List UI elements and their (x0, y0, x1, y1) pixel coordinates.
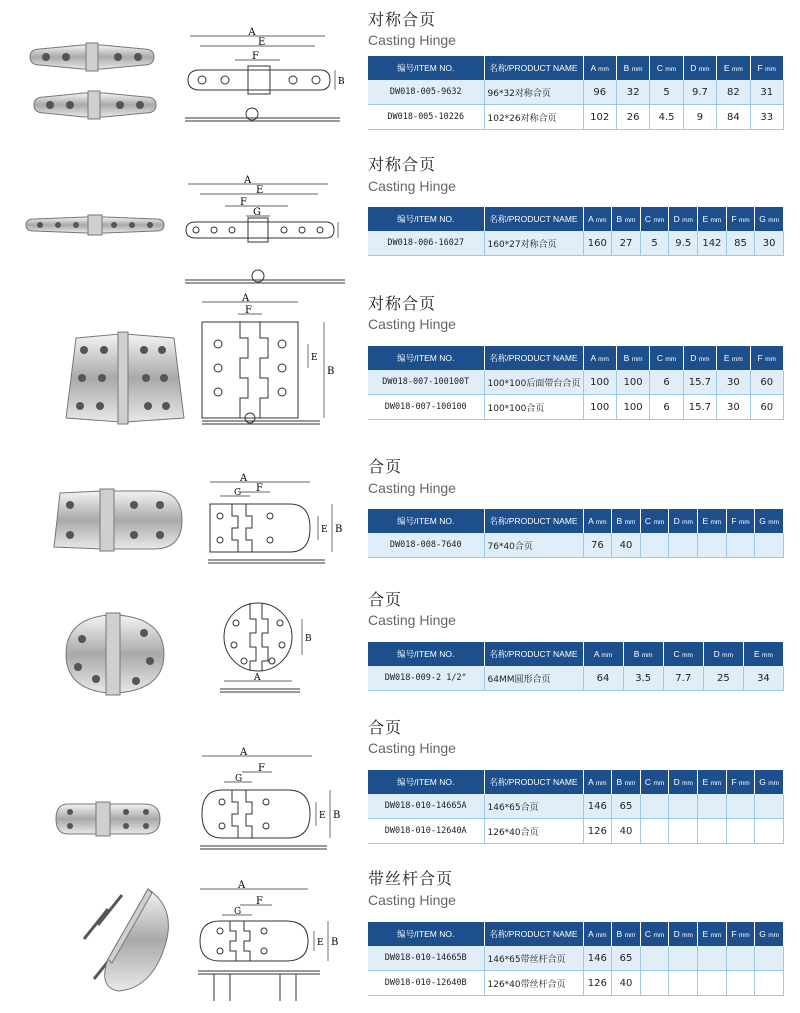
header-cell: G mm (755, 770, 784, 794)
header-cell: 编号/ITEM NO. (368, 770, 484, 794)
value-cell (755, 946, 784, 971)
value-cell: 7.7 (663, 666, 703, 691)
hinge-technical-drawing (180, 170, 350, 295)
product-name-cell: 146*65带丝杆合页 (484, 946, 583, 971)
value-cell: 84 (717, 105, 750, 130)
value-cell: 60 (750, 395, 783, 420)
value-cell: 60 (750, 370, 783, 395)
value-cell: 100 (583, 370, 616, 395)
header-cell: 名称/PRODUCT NAME (484, 770, 583, 794)
hinge-technical-drawing (190, 875, 360, 1013)
value-cell: 102 (583, 105, 616, 130)
value-cell: 82 (717, 80, 750, 105)
item-no-cell: DW018-007-100100 (368, 395, 484, 420)
value-cell: 3.5 (623, 666, 663, 691)
value-cell (640, 533, 669, 558)
value-cell: 100 (583, 395, 616, 420)
header-cell: B mm (612, 770, 641, 794)
product-name-cell: 96*32对称合页 (484, 80, 583, 105)
header-cell: 编号/ITEM NO. (368, 922, 484, 946)
header-cell: F mm (726, 509, 755, 533)
value-cell: 25 (703, 666, 743, 691)
table-row (368, 971, 784, 996)
dim-label: F (245, 305, 252, 316)
dim-label: G (234, 907, 242, 917)
value-cell (640, 971, 669, 996)
value-cell: 126 (583, 971, 612, 996)
header-cell: E mm (717, 56, 750, 80)
dim-label: E (319, 811, 326, 821)
header-cell: E mm (698, 922, 727, 946)
product-section-6 (0, 712, 800, 862)
dim-label: E (256, 185, 264, 196)
section-title-en: Casting Hinge (368, 740, 456, 756)
item-no-cell: DW018-005-10226 (368, 105, 484, 130)
value-cell: 40 (612, 971, 641, 996)
value-cell (669, 946, 698, 971)
spec-table (368, 56, 784, 130)
value-cell (726, 946, 755, 971)
value-cell: 30 (717, 395, 750, 420)
section-title-en: Casting Hinge (368, 892, 456, 908)
table-header-row (368, 922, 784, 946)
hinge-photo (62, 328, 192, 428)
dim-label: F (252, 51, 259, 62)
section-title-cn: 合页 (368, 457, 403, 476)
value-cell: 100 (616, 370, 649, 395)
dim-label: F (256, 896, 263, 907)
dim-label: E (311, 353, 318, 363)
hinge-photo (20, 35, 165, 145)
dim-label: F (240, 197, 247, 208)
value-cell: 30 (755, 231, 784, 256)
value-cell: 5 (640, 231, 669, 256)
product-name-cell: 100*100合页 (484, 395, 583, 420)
header-cell: B mm (623, 642, 663, 666)
header-cell: 名称/PRODUCT NAME (484, 346, 583, 370)
hinge-technical-drawing (200, 462, 370, 582)
dim-label: A (238, 880, 246, 891)
section-title-cn: 对称合页 (368, 10, 437, 29)
header-cell: 名称/PRODUCT NAME (484, 922, 583, 946)
header-cell: E mm (717, 346, 750, 370)
value-cell: 32 (616, 80, 649, 105)
value-cell: 146 (583, 794, 612, 819)
header-cell: D mm (703, 642, 743, 666)
table-row (368, 395, 784, 420)
item-no-cell: DW018-008-7640 (368, 533, 484, 558)
section-title-cn: 对称合页 (368, 294, 437, 313)
dim-label: G (234, 488, 242, 498)
value-cell (698, 819, 727, 844)
value-cell: 85 (726, 231, 755, 256)
value-cell: 65 (612, 946, 641, 971)
header-cell: B mm (612, 922, 641, 946)
header-cell: D mm (669, 207, 698, 231)
table-row (368, 231, 784, 256)
header-cell: D mm (683, 346, 716, 370)
value-cell: 160 (583, 231, 612, 256)
header-cell: F mm (750, 346, 783, 370)
value-cell: 65 (612, 794, 641, 819)
hinge-photo (20, 205, 170, 245)
item-no-cell: DW018-010-12640A (368, 819, 484, 844)
header-cell: 名称/PRODUCT NAME (484, 509, 583, 533)
section-title-en: Casting Hinge (368, 612, 456, 628)
section-title-cn: 带丝杆合页 (368, 869, 454, 888)
table-row (368, 105, 784, 130)
table-header-row (368, 770, 784, 794)
value-cell: 26 (616, 105, 649, 130)
spec-table (368, 207, 784, 256)
header-cell: A mm (583, 770, 612, 794)
value-cell (698, 971, 727, 996)
product-name-cell: 160*27对称合页 (484, 231, 583, 256)
dim-label: A (248, 27, 256, 38)
section-title-cn: 对称合页 (368, 155, 437, 174)
value-cell: 6 (650, 395, 683, 420)
table-row (368, 819, 784, 844)
table-row (368, 533, 784, 558)
item-no-cell: DW018-010-14665A (368, 794, 484, 819)
dim-label: B (331, 937, 339, 948)
dim-label: B (333, 810, 341, 821)
header-cell: C mm (650, 56, 683, 80)
table-header-row (368, 346, 784, 370)
header-cell: D mm (669, 509, 698, 533)
value-cell (755, 971, 784, 996)
value-cell: 15.7 (683, 370, 716, 395)
header-cell: F mm (726, 922, 755, 946)
header-cell: C mm (640, 509, 669, 533)
header-cell: C mm (640, 922, 669, 946)
section-title-en: Casting Hinge (368, 316, 456, 332)
header-cell: C mm (663, 642, 703, 666)
product-name-cell: 100*100后面带台合页 (484, 370, 583, 395)
section-title-cn: 合页 (368, 590, 403, 609)
product-name-cell: 64MM圆形合页 (484, 666, 583, 691)
product-name-cell: 126*40带丝杆合页 (484, 971, 583, 996)
value-cell: 76 (583, 533, 612, 558)
section-title-en: Casting Hinge (368, 32, 456, 48)
header-cell: B mm (612, 509, 641, 533)
header-cell: A mm (583, 642, 623, 666)
value-cell (726, 819, 755, 844)
header-cell: 名称/PRODUCT NAME (484, 56, 583, 80)
item-no-cell: DW018-005-9632 (368, 80, 484, 105)
header-cell: B mm (616, 56, 649, 80)
value-cell: 31 (750, 80, 783, 105)
dim-label: B (327, 366, 335, 377)
value-cell (669, 971, 698, 996)
table-header-row (368, 207, 784, 231)
value-cell: 64 (583, 666, 623, 691)
dim-label: F (258, 763, 265, 774)
header-cell: A mm (583, 922, 612, 946)
value-cell (669, 533, 698, 558)
header-cell: 编号/ITEM NO. (368, 642, 484, 666)
header-cell: E mm (698, 770, 727, 794)
header-cell: F mm (750, 56, 783, 80)
product-section-2 (0, 150, 800, 280)
item-no-cell: DW018-010-12640B (368, 971, 484, 996)
header-cell: 编号/ITEM NO. (368, 56, 484, 80)
value-cell: 4.5 (650, 105, 683, 130)
header-cell: E mm (698, 509, 727, 533)
header-cell: B mm (616, 346, 649, 370)
header-cell: B mm (612, 207, 641, 231)
value-cell: 126 (583, 819, 612, 844)
table-header-row (368, 509, 784, 533)
header-cell: E mm (743, 642, 783, 666)
dim-label: A (240, 747, 248, 758)
item-no-cell: DW018-006-16027 (368, 231, 484, 256)
value-cell: 34 (743, 666, 783, 691)
dim-label: G (235, 774, 243, 784)
header-cell: D mm (669, 770, 698, 794)
value-cell: 40 (612, 533, 641, 558)
header-cell: A mm (583, 207, 612, 231)
value-cell (726, 971, 755, 996)
product-name-cell: 102*26对称合页 (484, 105, 583, 130)
value-cell: 96 (583, 80, 616, 105)
value-cell: 100 (616, 395, 649, 420)
table-row (368, 666, 784, 691)
value-cell (726, 533, 755, 558)
value-cell (698, 946, 727, 971)
value-cell (698, 794, 727, 819)
product-name-cell: 126*40合页 (484, 819, 583, 844)
table-row (368, 794, 784, 819)
item-no-cell: DW018-009-2 1/2" (368, 666, 484, 691)
value-cell: 9 (683, 105, 716, 130)
spec-table (368, 922, 784, 996)
value-cell: 6 (650, 370, 683, 395)
value-cell (755, 533, 784, 558)
header-cell: A mm (583, 346, 616, 370)
hinge-photo (78, 869, 188, 999)
dim-label: A (242, 293, 250, 304)
header-cell: 名称/PRODUCT NAME (484, 207, 583, 231)
dim-label: E (321, 525, 328, 535)
table-header-row (368, 642, 784, 666)
table-row (368, 80, 784, 105)
hinge-technical-drawing (192, 742, 362, 882)
dim-label: A (240, 473, 248, 484)
header-cell: D mm (669, 922, 698, 946)
spec-table (368, 509, 784, 558)
hinge-photo (50, 485, 190, 555)
header-cell: D mm (683, 56, 716, 80)
item-no-cell: DW018-007-100100T (368, 370, 484, 395)
value-cell: 33 (750, 105, 783, 130)
dim-label: G (253, 207, 261, 218)
section-title-en: Casting Hinge (368, 178, 456, 194)
product-section-3 (0, 288, 800, 438)
hinge-photo (60, 609, 170, 699)
value-cell: 9.7 (683, 80, 716, 105)
spec-table (368, 770, 784, 844)
value-cell: 40 (612, 819, 641, 844)
header-cell: G mm (755, 207, 784, 231)
value-cell (640, 946, 669, 971)
dim-label: E (258, 37, 266, 48)
item-no-cell: DW018-010-14665B (368, 946, 484, 971)
table-row (368, 370, 784, 395)
header-cell: C mm (640, 770, 669, 794)
value-cell (755, 819, 784, 844)
value-cell (726, 794, 755, 819)
value-cell (640, 794, 669, 819)
header-cell: 编号/ITEM NO. (368, 346, 484, 370)
section-title-en: Casting Hinge (368, 480, 456, 496)
value-cell (698, 533, 727, 558)
dim-label: F (256, 483, 263, 494)
dim-label: E (317, 938, 324, 948)
header-cell: A mm (583, 56, 616, 80)
product-name-cell: 146*65合页 (484, 794, 583, 819)
dim-label: B (335, 524, 343, 535)
product-section-4 (0, 452, 800, 582)
header-cell: F mm (726, 770, 755, 794)
table-header-row (368, 56, 784, 80)
header-cell: C mm (650, 346, 683, 370)
spec-table (368, 346, 784, 420)
hinge-technical-drawing (180, 22, 350, 142)
value-cell (640, 819, 669, 844)
spec-table (368, 642, 784, 691)
value-cell (669, 819, 698, 844)
value-cell: 142 (698, 231, 727, 256)
section-title-cn: 合页 (368, 718, 403, 737)
header-cell: 编号/ITEM NO. (368, 509, 484, 533)
product-section-1 (0, 0, 800, 145)
header-cell: A mm (583, 509, 612, 533)
header-cell: G mm (755, 922, 784, 946)
header-cell: 编号/ITEM NO. (368, 207, 484, 231)
value-cell: 5 (650, 80, 683, 105)
value-cell (669, 794, 698, 819)
value-cell: 27 (612, 231, 641, 256)
product-name-cell: 76*40合页 (484, 533, 583, 558)
value-cell: 15.7 (683, 395, 716, 420)
hinge-photo (48, 794, 168, 844)
table-row (368, 946, 784, 971)
value-cell: 30 (717, 370, 750, 395)
header-cell: G mm (755, 509, 784, 533)
product-section-5 (0, 584, 800, 709)
value-cell: 146 (583, 946, 612, 971)
hinge-technical-drawing (210, 589, 360, 709)
header-cell: E mm (698, 207, 727, 231)
value-cell (755, 794, 784, 819)
product-section-7 (0, 865, 800, 1003)
dim-label: A (254, 673, 261, 683)
header-cell: F mm (726, 207, 755, 231)
hinge-technical-drawing (180, 288, 350, 438)
dim-label: B (338, 77, 345, 87)
value-cell: 9.5 (669, 231, 698, 256)
header-cell: C mm (640, 207, 669, 231)
header-cell: 名称/PRODUCT NAME (484, 642, 583, 666)
dim-label: A (244, 175, 252, 186)
dim-label: B (305, 634, 312, 644)
